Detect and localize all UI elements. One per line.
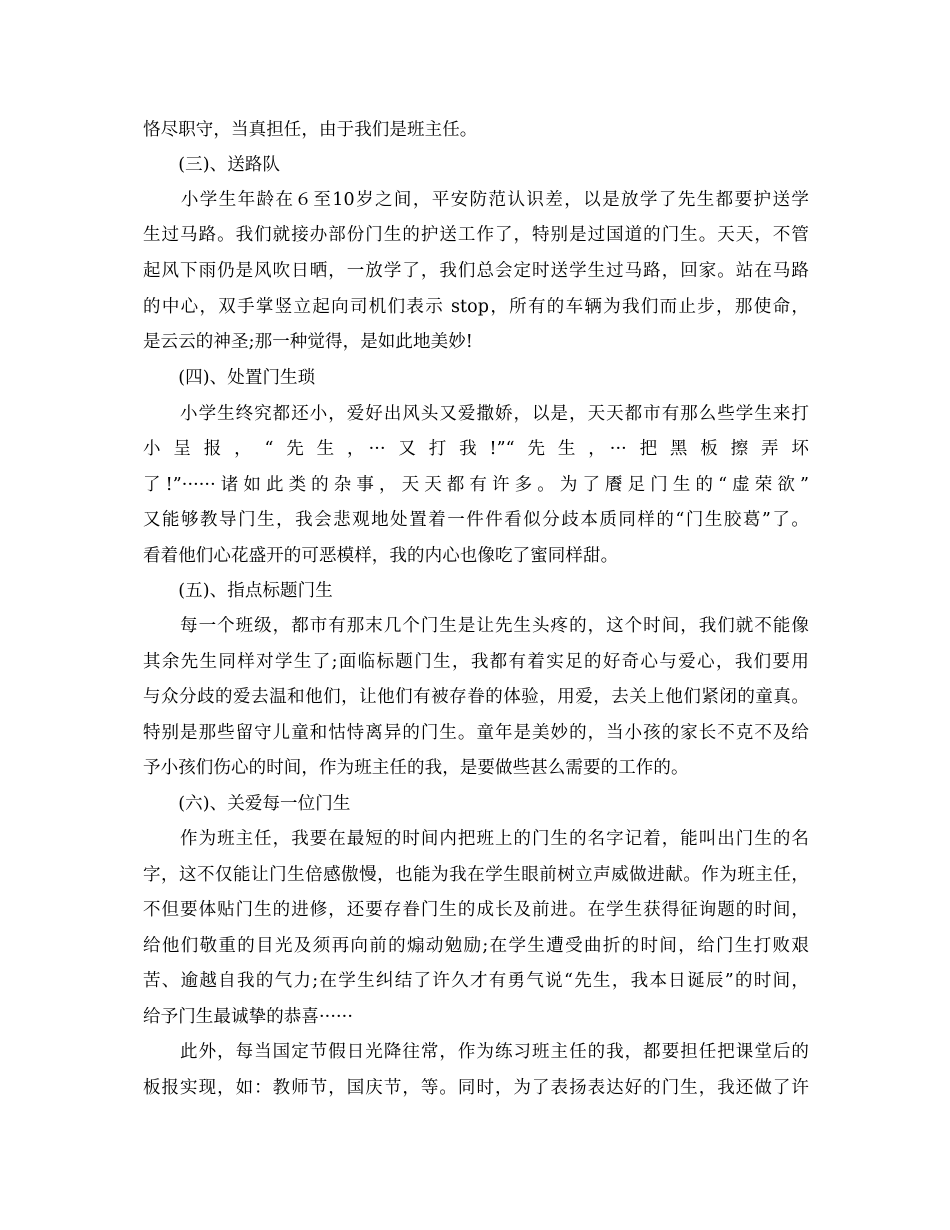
text-line: 此外，每当国定节假日光降往常，作为练习班主任的我，都要担任把课堂后的 [143,1042,809,1062]
text-line: 板报实现，如：教师节，国庆节，等。同时，为了表扬表达好的门生，我还做了许 [143,1078,809,1098]
text-line: 不但要体贴门生的进修，还要存眷门生的成长及前进。在学生获得征询题的时间， [143,900,809,920]
text-line: 给予门生最诚挚的恭喜······ [143,1007,353,1027]
text-line: 每一个班级，都市有那末几个门生是让先生头疼的，这个时间，我们就不能像 [143,616,809,636]
text-line: 小呈报，“先生，···又打我!”“先生，···把黑板擦弄坏 [143,439,809,459]
text-line: 起风下雨仍是风吹日晒，一放学了，我们总会定时送学生过马路，回家。站在马路 [143,261,809,281]
section-heading: (四)、处置门生琐 [143,368,316,388]
text-line: 给他们敬重的目光及须再向前的煽动勉励;在学生遭受曲折的时间，给门生打败艰 [143,936,809,956]
text-line: 作为班主任，我要在最短的时间内把班上的门生的名字记着，能叫出门生的名 [143,829,809,849]
section-heading: (三)、送路队 [143,155,281,175]
text-line: 是云云的神圣;那一种觉得，是如此地美妙! [143,332,473,352]
text-line: 其余先生同样对学生了;面临标题门生，我都有着实足的好奇心与爱心，我们要用 [143,652,809,672]
text-line: 又能够教导门生，我会悲观地处置着一件件看似分歧本质同样的“门生胶葛”了。 [143,510,809,530]
section-heading: (六)、关爱每一位门生 [143,794,351,814]
text-line: 小学生终究都还小，爱好出风头又爱撒娇，以是，天天都市有那么些学生来打 [143,404,809,424]
text-line: 苦、逾越自我的气力;在学生纠结了许久才有勇气说“先生，我本日诞辰”的时间， [143,971,809,991]
text-line: 小学生年龄在６至10岁之间，平安防范认识差，以是放学了先生都要护送学 [143,190,809,210]
text-line: 的中心，双手掌竖立起向司机们表示 stop，所有的车辆为我们而止步，那使命， [143,297,809,317]
text-line: 予小孩们伤心的时间，作为班主任的我，是要做些甚么需要的工作的。 [143,758,689,778]
text-line: 了!”······诸如此类的杂事，天天都有许多。为了餍足门生的“虚荣欲” [143,475,809,495]
text-line: 恪尽职守，当真担任，由于我们是班主任。 [143,120,478,140]
section-heading: (五)、指点标题门生 [143,581,333,601]
text-line: 字，这不仅能让门生倍感傲慢，也能为我在学生眼前树立声威做进献。作为班主任， [143,865,809,885]
text-line: 生过马路。我们就接办部份门生的护送工作了，特别是过国道的门生。天天，不管 [143,225,809,245]
text-line: 看着他们心花盛开的可恶模样，我的内心也像吃了蜜同样甜。 [143,546,619,566]
text-line: 与众分歧的爱去温和他们，让他们有被存眷的体验，用爱，去关上他们紧闭的童真。 [143,687,809,707]
text-line: 特别是那些留守儿童和怙恃离异的门生。童年是美妙的，当小孩的家长不克不及给 [143,723,809,743]
